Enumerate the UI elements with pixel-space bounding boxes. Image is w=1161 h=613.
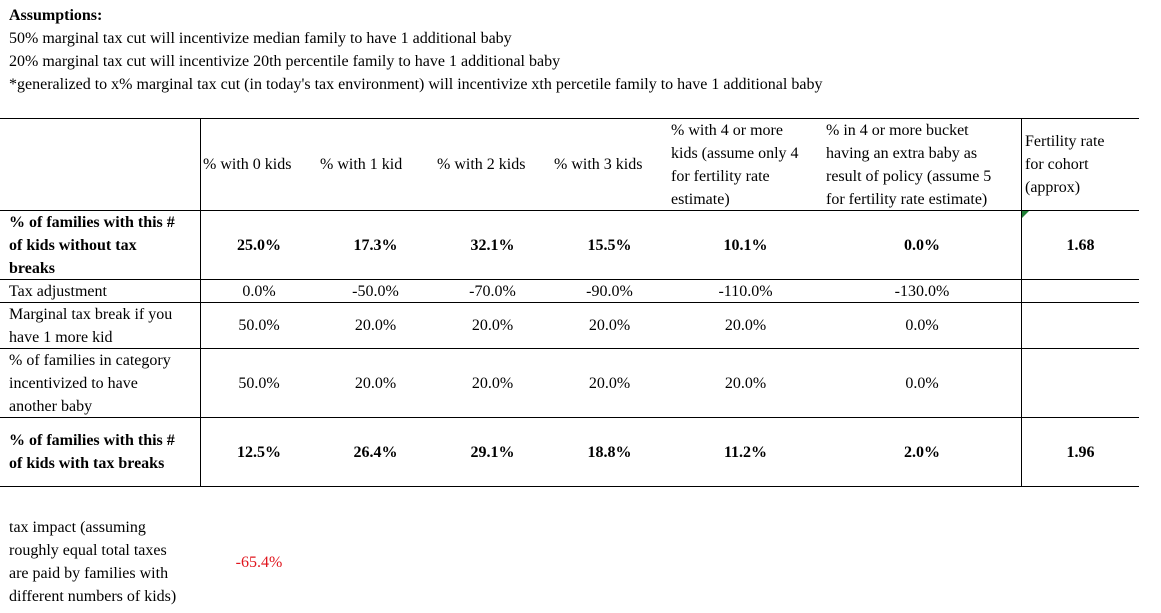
header-line: for fertility rate — [671, 167, 770, 185]
table-cell: 20.0% — [354, 374, 397, 392]
header-line: for cohort — [1025, 156, 1089, 173]
header-label: % with 2 kids — [437, 156, 526, 173]
table-cell: 20.0% — [724, 374, 767, 392]
row-label — [9, 211, 199, 279]
table-cell: 20.0% — [354, 317, 397, 334]
tax-impact-label-line: are paid by families with — [9, 565, 169, 582]
row-label-line: of kids without tax — [9, 236, 137, 254]
fertility-rate-cell: 1.68 — [1066, 236, 1095, 254]
header-extra-baby — [826, 119, 1018, 210]
header-line: for fertility rate estimate) — [826, 190, 988, 208]
table-cell: 0.0% — [905, 317, 939, 334]
header-4-or-more-kids — [671, 119, 821, 210]
table-cell: 29.1% — [470, 443, 515, 461]
table-cell: 15.5% — [587, 236, 632, 254]
table-cell: 11.2% — [723, 443, 768, 461]
header-line: having an extra baby as — [826, 144, 978, 162]
assumptions-title: Assumptions: — [9, 7, 103, 24]
row-label-line: Tax adjustment — [9, 282, 107, 300]
table-cell: 18.8% — [587, 443, 632, 461]
row-label-line: have 1 more kid — [9, 328, 113, 346]
tax-impact-value: -65.4% — [235, 553, 283, 571]
table-cell: 20.0% — [471, 374, 514, 392]
tax-impact-label-line: tax impact (assuming — [9, 519, 146, 536]
header-2-kids — [437, 119, 552, 210]
header-line: % with 4 or more — [671, 121, 783, 139]
header-line: (approx) — [1025, 179, 1081, 196]
table-cell: 17.3% — [353, 236, 398, 254]
row-label — [9, 349, 199, 417]
assumption-line-2: 20% marginal tax cut will incentivize 20th percentile family to have 1 additional baby — [9, 53, 561, 70]
tax-impact-label — [9, 516, 199, 608]
row-label — [9, 303, 199, 348]
table-cell: 25.0% — [237, 236, 281, 254]
row-label — [9, 280, 199, 302]
table-cell: 50.0% — [238, 317, 280, 334]
header-1-kid — [320, 119, 430, 210]
table-cell: 12.5% — [237, 443, 281, 461]
table-cell: 0.0% — [905, 374, 939, 392]
row-label — [9, 418, 199, 486]
table-cell: 20.0% — [588, 317, 631, 334]
header-3-kids — [554, 119, 668, 210]
header-0-kids — [203, 119, 315, 210]
header-label: % with 1 kid — [320, 156, 403, 173]
row-label-line: of kids with tax breaks — [9, 455, 165, 472]
table-cell: 20.0% — [724, 317, 767, 334]
fertility-rate-cell: 1.96 — [1066, 443, 1095, 461]
row-label-line: Marginal tax break if you — [9, 305, 173, 323]
tax-impact-label-line: roughly equal total taxes — [9, 542, 167, 559]
row-label-line: % of families with this # — [9, 432, 175, 449]
grid-line-bottom — [0, 486, 1139, 487]
row-label-line: incentivized to have — [9, 374, 138, 392]
header-fertility-rate — [1025, 119, 1137, 210]
tax-impact-label-line: different numbers of kids) — [9, 588, 177, 605]
row-label-line: % of families with this # — [9, 213, 175, 231]
table-cell: -110.0% — [718, 282, 773, 300]
table-cell: -130.0% — [894, 282, 950, 300]
header-line: result of policy (assume 5 — [826, 167, 992, 185]
row-label-line: % of families in category — [9, 351, 171, 369]
header-line: % in 4 or more bucket — [826, 121, 969, 139]
header-label: % with 0 kids — [203, 156, 292, 173]
assumption-line-3: *generalized to x% marginal tax cut (in today's tax environment) will incentivize xth percetile family to have 1 additional baby — [9, 76, 823, 93]
table-cell: 10.1% — [723, 236, 768, 254]
table-cell: 20.0% — [588, 374, 631, 392]
table-cell: -70.0% — [469, 282, 516, 300]
table-cell: 32.1% — [470, 236, 515, 254]
header-line: estimate) — [671, 190, 730, 208]
assumption-line-1: 50% marginal tax cut will incentivize median family to have 1 additional baby — [9, 30, 512, 47]
header-line: kids (assume only 4 — [671, 144, 799, 162]
table-cell: 2.0% — [904, 443, 940, 461]
header-label: % with 3 kids — [554, 156, 643, 173]
table-cell: -50.0% — [352, 282, 399, 300]
table-cell: 26.4% — [353, 443, 398, 461]
table-cell: 20.0% — [471, 317, 514, 334]
header-line: Fertility rate — [1025, 133, 1105, 150]
row-label-line: breaks — [9, 259, 55, 277]
row-label-line: another baby — [9, 397, 93, 415]
table-cell: 0.0% — [904, 236, 940, 254]
table-cell: 50.0% — [238, 374, 280, 392]
table-cell: -90.0% — [586, 282, 633, 300]
table-cell: 0.0% — [242, 282, 276, 300]
